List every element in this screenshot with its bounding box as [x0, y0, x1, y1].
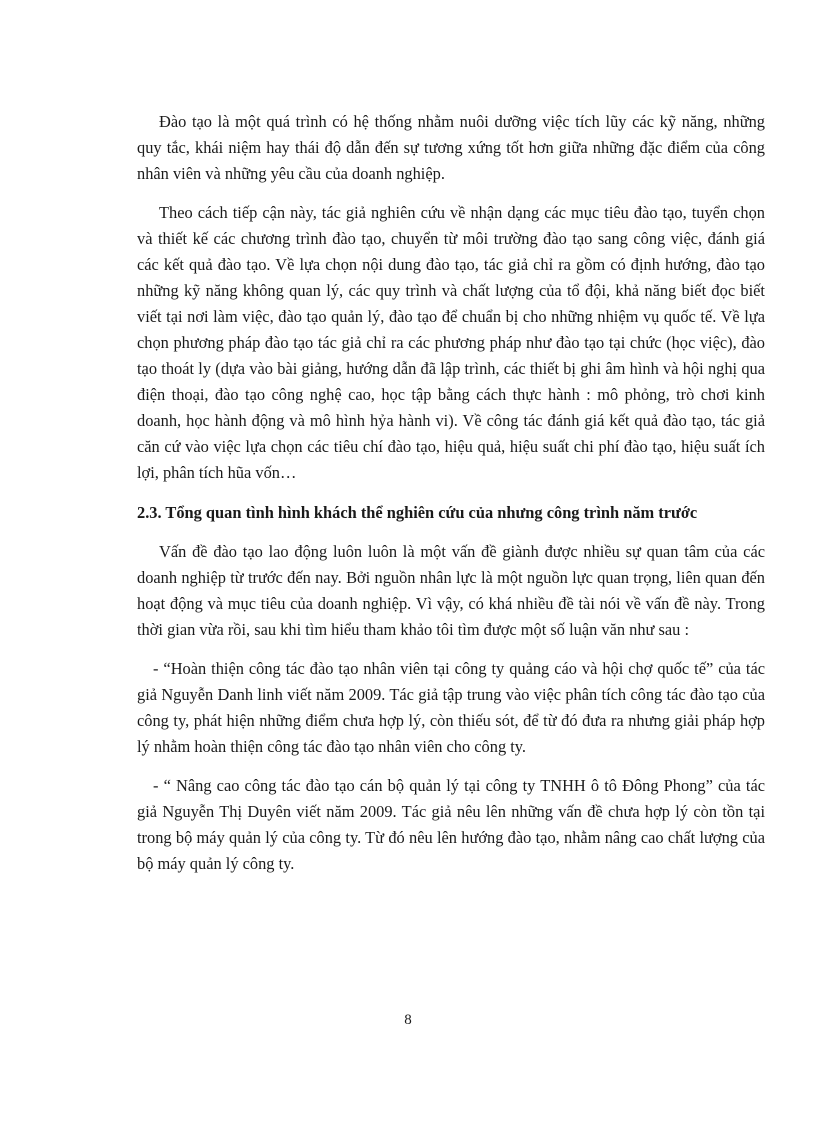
- list-item-thesis-2: - “ Nâng cao công tác đào tạo cán bộ quản lý tại công ty TNHH ô tô Đông Phong” của tác giả Nguyễn Thị Duyên viết năm 2009. Tác giả nêu lên những vấn đề chưa hợp lý còn tồn tại trong bộ máy quản lý của công ty. Từ đó nêu lên hướng đào tạo, nhằm nâng cao chất lượng của bộ máy quản lý công ty.: [137, 776, 765, 873]
- list-item-thesis-1: - “Hoàn thiện công tác đào tạo nhân viên tại công ty quảng cáo và hội chợ quốc tế” của tác giả Nguyễn Danh linh viết năm 2009. Tác giả tập trung vào việc phân tích công tác đào tạo của công ty, phát hiện những điểm chưa hợp lý, còn thiếu sót, để từ đó đưa ra nhưng giải pháp hợp lý nhằm hoàn thiện công tác đào tạo nhân viên cho công ty.: [137, 659, 765, 756]
- paragraph-research-approach: Theo cách tiếp cận này, tác giả nghiên cứu về nhận dạng các mục tiêu đào tạo, tuyển chọn và thiết kế các chương trình đào tạo, chuyển từ môi trường đào tạo sang công việc, đánh giá các kết quả đào tạo. Về lựa chọn nội dung đào tạo, tác giả chỉ ra gồm có định hướng, đào tạo những kỹ năng không quan lý, các quy trình và chất lượng của tổ đội, khả năng biết đọc biết viết tại nơi làm việc, đào tạo quản lý, đào tạo để chuẩn bị cho những nhiệm vụ quốc tế. Về lựa chọn phương pháp đào tạo tác giả chỉ ra các phương pháp như đào tạo tại chức (học việc), đào tạo thoát ly (dựa vào bài giảng, hướng dẫn đã lập trình, các thiết bị ghi âm hình và hội nghị qua điện thoại, đào tạo công nghệ cao, học tập bằng cách thực hành : mô phỏng, trò chơi kinh doanh, học hành động và mô hình hỷa hành vi). Về công tác đánh giá kết quả đào tạo, tác giả căn cứ vào việc lựa chọn các tiêu chí đào tạo, hiệu quả, hiệu suất chi phí đào tạo, hiệu suất ích lợi, phân tích hũa vốn…: [137, 203, 765, 482]
- section-heading: 2.3. Tổng quan tình hình khách thể nghiên cứu của nhưng công trình năm trước: [137, 503, 698, 522]
- paragraph-overview: Vấn đề đào tạo lao động luôn luôn là một vấn đề giành được nhiều sự quan tâm của các doanh nghiệp từ trước đến nay. Bởi nguồn nhân lực là một nguồn lực quan trọng, liên quan đến hoạt động và mục tiêu của doanh nghiệp. Vì vậy, có khá nhiều đề tài nói về vấn đề này. Trong thời gian vừa rồi, sau khi tìm hiểu tham khảo tôi tìm được một số luận văn như sau :: [137, 542, 765, 639]
- page-body: [137, 109, 765, 877]
- paragraph-training-definition: Đào tạo là một quá trình có hệ thống nhằm nuôi dưỡng việc tích lũy các kỹ năng, những quy tắc, khái niệm hay thái độ dẫn đến sự tương xứng tốt hơn giữa những đặc điểm của công nhân viên và những yêu cầu của doanh nghiệp.: [137, 112, 765, 183]
- page-number: 8: [404, 1012, 412, 1028]
